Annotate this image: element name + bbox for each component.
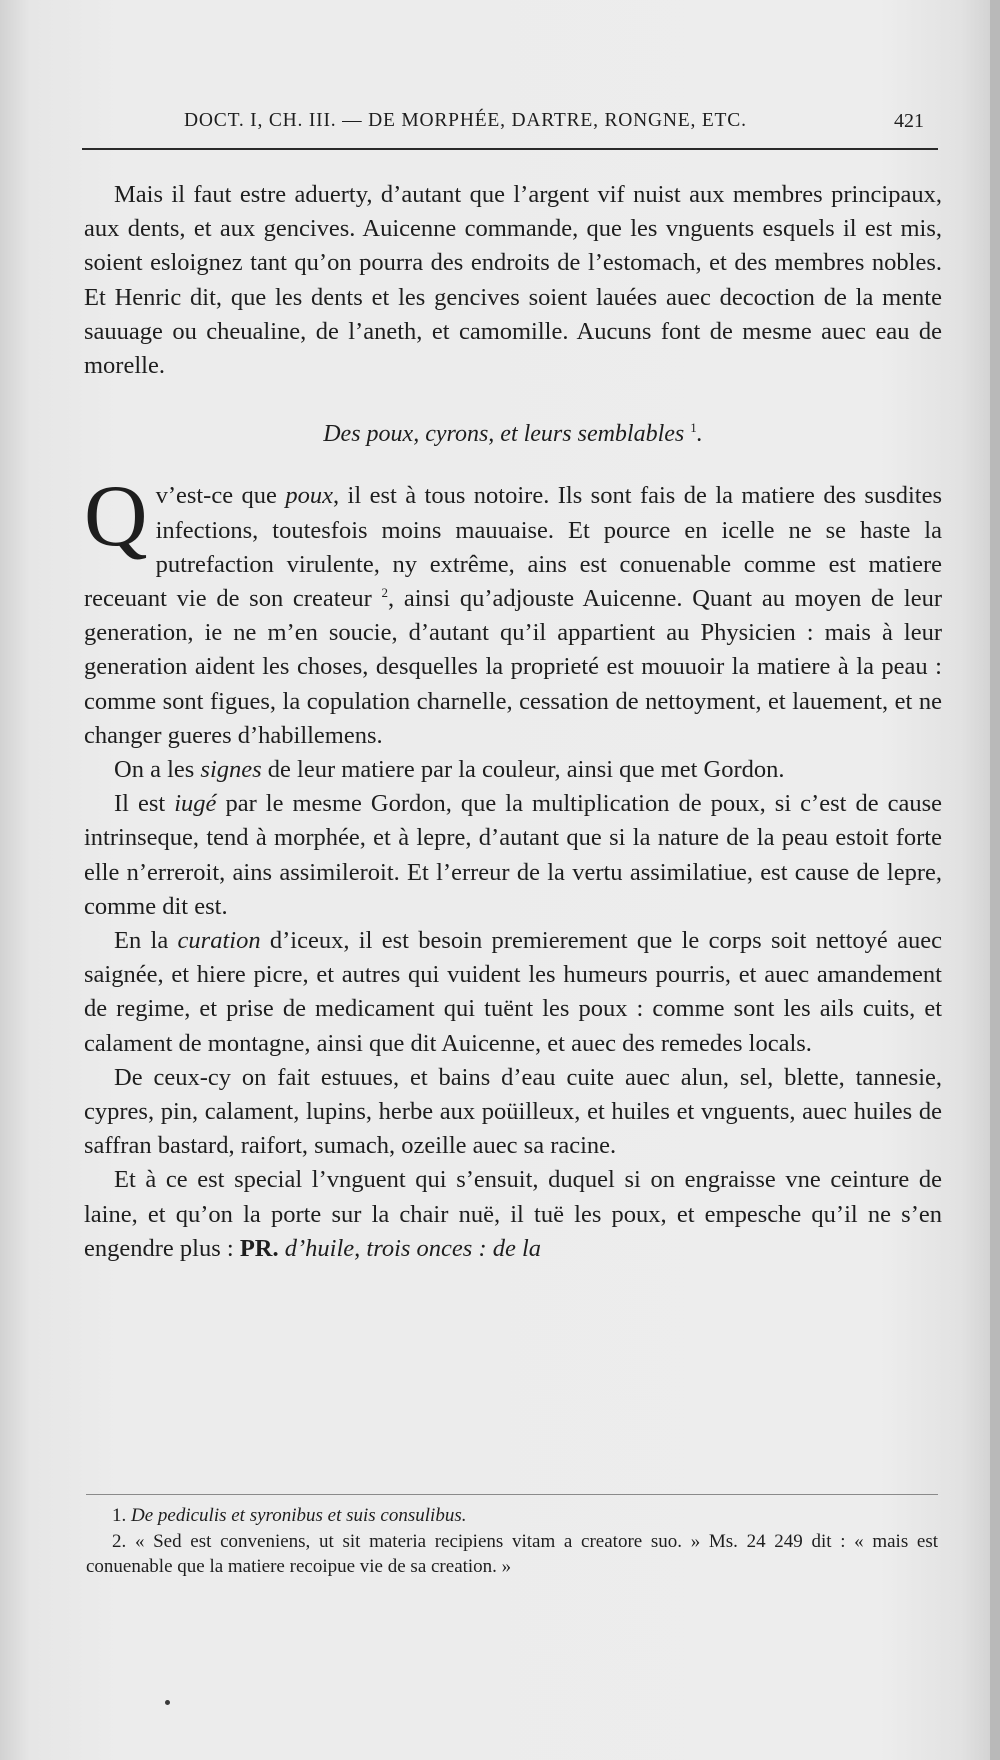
paragraph-4-text-a: Il est	[114, 790, 175, 818]
page-header	[82, 104, 938, 144]
footnote-2-number: 2.	[112, 1530, 127, 1552]
paragraph-2	[84, 468, 943, 753]
paragraph-3-term: signes	[200, 756, 262, 784]
header-rule	[82, 148, 938, 150]
paragraph-6: De ceux-cy on fait estuues, et bains d’eau cuite auec alun, sel, blette, tannesie, cypres, pin, calament, lupins, herbe aux poüilleux, et huiles et vnguents, auec huiles de saffran bastard, raifort, sumach, ozeille auec sa racine.	[84, 1063, 942, 1160]
ink-speck	[165, 1700, 170, 1705]
paragraph-4-text-c: par le mesme Gordon, que la multiplication de poux, si c’est de cause intrinseque, tend à morphée, et à lepre, d’autant que si la nature de la peau estoit forte elle n’erreroit, ains assimileroit. Et l’erreur de la vertu assimilatiue, est cause de lepre, comme dit est.	[84, 790, 943, 920]
paragraph-3-text-a: On a les	[114, 756, 201, 784]
paragraph-2-text-d: , ainsi qu’adjouste Auicenne. Quant au moyen de leur generation, ie ne m’en soucie, d’autant qu’il appartient au Physicien : mais à leur generation aident les choses, desquelles la proprieté est mouuoir la matiere à la peau : comme sont figues, la copulation charnelle, cessation de nettoyment, et lauement, et ne changer gueres d’habillemens.	[84, 585, 942, 749]
main-text	[84, 178, 942, 1266]
running-head: DOCT. I, CH. III. — DE MORPHÉE, DARTRE, RONGNE, ETC.	[184, 110, 747, 131]
footnote-2	[86, 1529, 938, 1580]
footnote-1-text: De pediculis et syronibus et suis consulibus.	[131, 1505, 467, 1526]
footnotes	[86, 1494, 938, 1580]
paragraph-2-term: poux	[285, 482, 333, 510]
paragraph-3-text-c: de leur matiere par la couleur, ainsi que met Gordon.	[261, 756, 785, 784]
paragraph-5-term: curation	[177, 927, 261, 955]
section-title: Des poux, cyrons, et leurs semblables $^1$.	[323, 420, 703, 448]
footnote-ref-2: 2	[381, 584, 389, 600]
paragraph-7	[84, 1163, 942, 1266]
paragraph-7-recipe-text: d’huile, trois onces : de la	[278, 1234, 542, 1262]
footnote-1-number: 1.	[112, 1505, 127, 1526]
paragraph-2-text-a: v’est-ce que	[155, 482, 286, 510]
paragraph-2-text-c: , il est à tous notoire. Ils sont fais de la matiere des susdites infections, toutesfois moins mauuaise. Et pource en icelle ne se haste la putrefaction virulente, ny extrême, ains est conuenable comme est matiere receuant vie de son createur	[84, 482, 943, 613]
paragraph-5-text-c: d’iceux, il est besoin premierement que le corps soit nettoyé auec saignée, et hiere picre, et autres qui vuident les humeurs pourris, et auec amandement de regime, et prise de medicament qui tuënt les poux : comme sont les ails cuits, et calament de montagne, ainsi que dit Auicenne, et auec des remedes locals.	[84, 927, 943, 1057]
paragraph-1: Mais il faut estre aduerty, d’autant que l’argent vif nuist aux membres principaux, aux dents, et aux gencives. Auicenne commande, que les vnguents esquels il est mis, soient esloignez tant qu’on pourra des endroits de l’estomach, et des membres nobles. Et Henric dit, que les dents et les gencives soient lauées auec decoction de la mente sauuage ou cheualine, de l’aneth, et camomille. Aucuns font de mesme auec eau de morelle.	[84, 181, 942, 380]
paragraph-5	[84, 924, 942, 1061]
footnote-ref-1: 1	[690, 420, 697, 436]
section-title-text: Des poux, cyrons, et leurs semblables	[323, 421, 685, 448]
footnote-2-text: « Sed est conveniens, ut sit materia recipiens vitam a creatore suo. » Ms. 24 249 dit : « mais est conuenable que la matiere recoipue vie de sa creation. »	[86, 1530, 939, 1577]
paragraph-7-recipe-mark: PR.	[239, 1234, 279, 1262]
paragraph-3	[84, 753, 942, 787]
paragraph-4-term: iugé	[174, 790, 217, 818]
paragraph-5-text-a: En la	[114, 927, 178, 955]
footnote-1	[86, 1503, 938, 1529]
page-number: 421	[894, 110, 924, 132]
paragraph-4	[84, 787, 942, 924]
drop-cap: Q	[84, 468, 148, 566]
paragraph-7-text-a: Et à ce est special l’vnguent qui s’ensuit, duquel si on engraisse vne ceinture de laine, et qu’on la porte sur la chair nuë, il tuë les poux, et empesche qu’il ne s’en engendre plus :	[84, 1166, 942, 1262]
